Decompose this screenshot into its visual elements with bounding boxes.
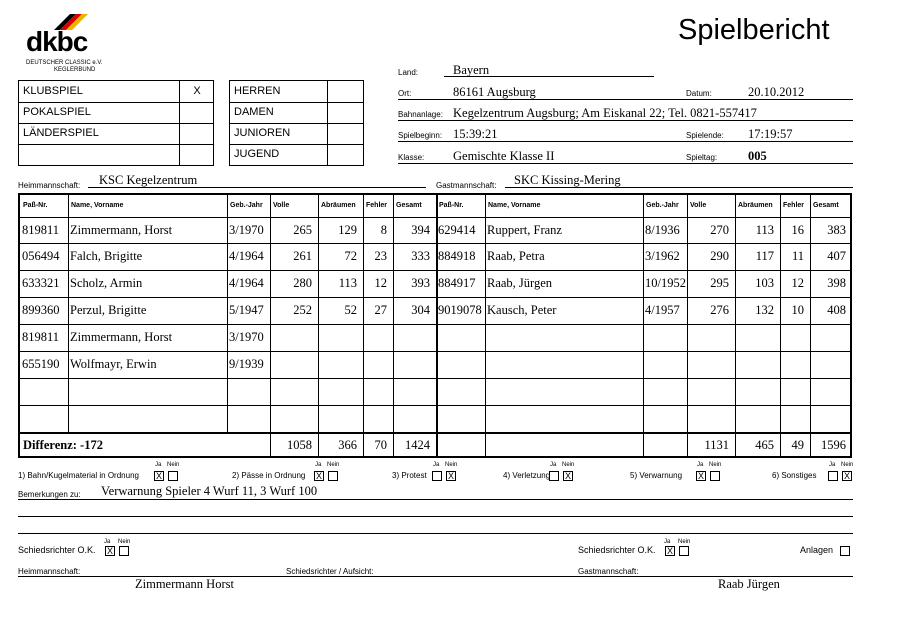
column-header-pass: Paß-Nr. — [23, 202, 48, 209]
home-row-cell: Falch, Brigitte — [70, 249, 143, 263]
home-row-cell: 056494 — [22, 249, 60, 263]
game-type-row: POKALSPIEL — [19, 102, 213, 124]
table-column-divider — [68, 195, 69, 432]
table-row-divider — [20, 405, 850, 406]
game-type-mark — [179, 102, 214, 123]
home-row-cell: 261 — [293, 249, 312, 263]
guest-row-cell: 4/1957 — [645, 303, 680, 317]
results-table — [18, 193, 852, 458]
home-row-cell: 633321 — [22, 276, 60, 290]
datum-value: 20.10.2012 — [748, 85, 805, 99]
guest-row-cell: 10/1952 — [645, 276, 686, 290]
guest-total: 1596 — [821, 438, 846, 452]
guest-row-cell: 10 — [791, 303, 804, 317]
table-row-divider — [20, 217, 850, 218]
anlagen: Anlagen — [800, 545, 850, 556]
table-row-divider — [20, 270, 850, 271]
home-total: 366 — [338, 438, 357, 452]
home-total: 1058 — [287, 438, 312, 452]
home-row-cell: Zimmermann, Horst — [70, 330, 173, 344]
guest-row-cell: 117 — [755, 249, 774, 263]
sig-home-value: Zimmermann Horst — [135, 577, 234, 591]
ort-value: 86161 Augsburg — [453, 85, 536, 99]
category-box — [229, 80, 364, 166]
home-row-cell: 252 — [293, 303, 312, 317]
bemerkungen-line-3 — [18, 533, 853, 534]
check-label: 3) Protest — [392, 471, 427, 480]
column-header-name: Name, Vorname — [488, 202, 541, 209]
home-row-cell: Perzul, Brigitte — [70, 303, 147, 317]
game-type-box — [18, 80, 214, 166]
home-team-value: KSC Kegelzentrum — [99, 173, 198, 187]
guest-row-cell: 295 — [710, 276, 729, 290]
column-header-gesamt: Gesamt — [396, 202, 422, 209]
table-row-divider — [20, 378, 850, 379]
ort-label: Ort: — [398, 89, 412, 98]
guest-row-cell: 16 — [791, 222, 804, 237]
game-type-row: LÄNDERSPIEL — [19, 123, 213, 145]
home-row-cell: 9/1939 — [229, 357, 264, 371]
table-row-divider — [20, 297, 850, 298]
check-label: 2) Pässe in Ordnung — [232, 471, 306, 480]
check-nein-checkbox[interactable]: X — [564, 471, 571, 481]
home-row-cell: 819811 — [22, 330, 60, 344]
schiri-left: Ja Nein Schiedsrichter O.K. X — [18, 539, 131, 556]
spielende-label: Spielende: — [686, 131, 724, 140]
spielbeginn-value: 15:39:21 — [453, 127, 498, 141]
spielbeginn-label: Spielbeginn: — [398, 131, 443, 140]
check-item: 3) Protest Ja Nein X — [392, 462, 458, 481]
dkbc-logo — [24, 12, 114, 78]
guest-row-cell: 12 — [791, 276, 804, 290]
klasse-label: Klasse: — [398, 153, 425, 162]
logo-line1: DEUTSCHER CLASSIC e.V. — [26, 60, 103, 66]
category-row: JUNIOREN — [230, 123, 363, 145]
table-row-divider — [20, 432, 850, 434]
land-value: Bayern — [453, 63, 490, 77]
home-row-cell: 72 — [344, 249, 357, 263]
page-title: Spielbericht — [678, 14, 830, 46]
table-column-divider — [227, 195, 228, 432]
sig-guest-label: Gastmannschaft: — [578, 567, 639, 576]
schiri-right: Ja Nein Schiedsrichter O.K. X — [578, 539, 691, 556]
guest-total: 465 — [755, 438, 774, 452]
differenz-total: Differenz: -172 — [23, 438, 103, 452]
sig-home-label: Heimmannschaft: — [18, 567, 81, 576]
column-header-fehler: Fehler — [783, 202, 805, 209]
check-nein-checkbox[interactable]: X — [843, 471, 850, 481]
check-label: 5) Verwarnung — [630, 471, 683, 480]
home-total: 70 — [374, 438, 387, 452]
guest-row-cell: 408 — [827, 303, 846, 317]
check-item: 1) Bahn/Kugelmaterial in Ordnung Ja Nein X — [18, 462, 180, 481]
bemerkungen-value: Verwarnung Spieler 4 Wurf 11, 3 Wurf 100 — [101, 484, 318, 498]
guest-row-cell: 8/1936 — [645, 222, 680, 237]
guest-row-cell: 276 — [710, 303, 729, 317]
guest-total: 1131 — [704, 438, 729, 452]
column-header-abr: Abräumen — [321, 202, 356, 209]
home-row-cell: 280 — [293, 276, 312, 290]
sig-ref-label: Schiedsrichter / Aufsicht: — [286, 567, 374, 576]
home-row-cell: 899360 — [22, 303, 60, 317]
home-row-cell: Zimmermann, Horst — [70, 222, 173, 237]
column-header-geb: Geb.-Jahr — [646, 202, 679, 209]
klasse-value: Gemischte Klasse II — [453, 149, 555, 163]
guest-row-cell: 884917 — [438, 276, 476, 290]
bemerkungen-label: Bemerkungen zu: — [18, 490, 81, 499]
check-ja-checkbox[interactable]: X — [697, 471, 704, 481]
table-row-divider — [20, 324, 850, 325]
guest-row-cell: Ruppert, Franz — [487, 222, 562, 237]
check-ja-checkbox[interactable] — [432, 471, 442, 481]
check-nein-checkbox[interactable] — [168, 471, 178, 481]
bemerkungen-line-1 — [18, 499, 853, 500]
column-header-volle: Volle — [690, 202, 707, 209]
home-row-cell: 5/1947 — [229, 303, 264, 317]
home-row-cell: Scholz, Armin — [70, 276, 143, 290]
guest-row-cell: Raab, Petra — [487, 249, 545, 263]
column-header-abr: Abräumen — [738, 202, 773, 209]
check-ja-checkbox[interactable]: X — [155, 471, 162, 481]
home-row-cell: 4/1964 — [229, 249, 264, 263]
check-ja-checkbox[interactable] — [828, 471, 838, 481]
game-type-row: KLUBSPIEL X — [19, 81, 213, 103]
home-row-cell: 27 — [374, 303, 387, 317]
column-header-fehler: Fehler — [366, 202, 388, 209]
guest-row-cell: 407 — [827, 249, 846, 263]
column-header-volle: Volle — [273, 202, 290, 209]
sig-guest-value: Raab Jürgen — [718, 577, 780, 591]
home-row-cell: 394 — [411, 222, 430, 237]
check-item: 4) Verletzung Ja Nein X — [503, 462, 575, 481]
guest-row-cell: Raab, Jürgen — [487, 276, 553, 290]
bahnanlage-value: Kegelzentrum Augsburg; Am Eiskanal 22; Tel. 0821-557417 — [453, 106, 757, 120]
home-row-cell: 12 — [374, 276, 387, 290]
home-row-cell: 23 — [374, 249, 387, 263]
guest-row-cell: Kausch, Peter — [487, 303, 557, 317]
category-row: JUGEND — [230, 144, 363, 165]
check-nein-checkbox[interactable] — [710, 471, 720, 481]
home-row-cell: 265 — [293, 222, 312, 237]
schiri-right-ja-checkbox[interactable]: X — [666, 546, 673, 556]
bemerkungen-line-2 — [18, 516, 853, 517]
column-header-geb: Geb.-Jahr — [230, 202, 263, 209]
schiri-left-ja-checkbox[interactable]: X — [106, 546, 113, 556]
spieltag-value: 005 — [748, 149, 767, 163]
home-row-cell: 52 — [344, 303, 357, 317]
guest-row-cell: 132 — [755, 303, 774, 317]
home-row-cell: 8 — [380, 222, 387, 237]
guest-row-cell: 9019078 — [438, 303, 482, 317]
datum-label: Datum: — [686, 89, 712, 98]
home-row-cell: 393 — [411, 276, 430, 290]
logo-line2: KEGLERBUND — [54, 67, 96, 73]
logo-letters: dkbc — [26, 26, 88, 57]
guest-row-cell: 290 — [710, 249, 729, 263]
column-header-name: Name, Vorname — [71, 202, 124, 209]
spielende-value: 17:19:57 — [748, 127, 793, 141]
table-row-divider — [20, 243, 850, 244]
spieltag-label: Spieltag: — [686, 153, 718, 162]
category-row: HERREN — [230, 81, 363, 103]
check-item: 2) Pässe in Ordnung Ja Nein X — [232, 462, 340, 481]
game-type-mark — [179, 144, 214, 165]
land-label: Land: — [398, 68, 419, 77]
game-type-mark — [179, 123, 214, 144]
guest-row-cell: 113 — [755, 222, 774, 237]
home-row-cell: 3/1970 — [229, 330, 264, 344]
table-column-divider — [485, 195, 486, 458]
guest-team-label: Gastmannschaft: — [436, 181, 497, 190]
home-total: 1424 — [405, 438, 430, 452]
home-row-cell: 4/1964 — [229, 276, 264, 290]
check-label: 1) Bahn/Kugelmaterial in Ordnung — [18, 471, 139, 480]
guest-row-cell: 3/1962 — [645, 249, 680, 263]
home-row-cell: 113 — [338, 276, 357, 290]
column-header-gesamt: Gesamt — [813, 202, 839, 209]
schiri-left-nein-checkbox[interactable] — [119, 546, 129, 556]
guest-row-cell: 11 — [791, 249, 804, 263]
guest-row-cell: 398 — [827, 276, 846, 290]
home-row-cell: 655190 — [22, 357, 60, 371]
home-row-cell: 819811 — [22, 222, 60, 237]
check-ja-checkbox[interactable]: X — [315, 471, 322, 481]
table-column-divider — [643, 195, 644, 458]
home-row-cell: Wolfmayr, Erwin — [70, 357, 157, 371]
schiri-right-nein-checkbox[interactable] — [679, 546, 689, 556]
column-header-pass: Paß-Nr. — [439, 202, 464, 209]
check-item: 5) Verwarnung Ja Nein X — [630, 462, 722, 481]
guest-row-cell: 383 — [827, 222, 846, 237]
game-type-row — [19, 144, 213, 165]
guest-row-cell: 629414 — [438, 222, 476, 237]
home-row-cell: 333 — [411, 249, 430, 263]
anlagen-checkbox[interactable] — [840, 546, 850, 556]
check-label: 6) Sonstiges — [772, 471, 817, 480]
guest-total: 49 — [791, 438, 804, 452]
guest-row-cell: 884918 — [438, 249, 476, 263]
home-row-cell: 304 — [411, 303, 430, 317]
home-row-cell: 129 — [338, 222, 357, 237]
bahnanlage-label: Bahnanlage: — [398, 110, 443, 119]
check-nein-checkbox[interactable]: X — [447, 471, 454, 481]
game-type-mark: X — [179, 81, 214, 102]
check-label: 4) Verletzung — [503, 471, 551, 480]
table-row-divider — [20, 351, 850, 352]
category-row: DAMEN — [230, 102, 363, 124]
check-ja-checkbox[interactable] — [549, 471, 559, 481]
guest-row-cell: 103 — [755, 276, 774, 290]
home-team-label: Heimmannschaft: — [18, 181, 81, 190]
check-nein-checkbox[interactable] — [328, 471, 338, 481]
check-item: 6) Sonstiges Ja Nein X — [772, 462, 854, 481]
guest-team-value: SKC Kissing-Mering — [514, 173, 621, 187]
guest-row-cell: 270 — [710, 222, 729, 237]
home-row-cell: 3/1970 — [229, 222, 264, 237]
